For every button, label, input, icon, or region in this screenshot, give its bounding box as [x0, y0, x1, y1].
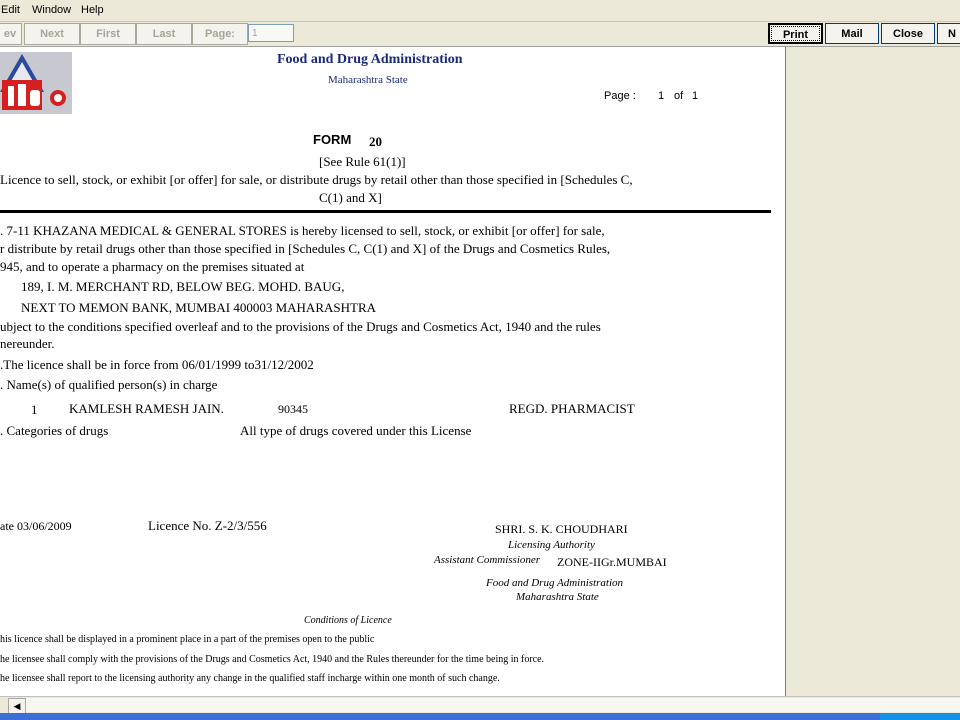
last-button[interactable]: Last [136, 23, 192, 45]
rule-reference: [See Rule 61(1)] [319, 154, 406, 169]
signatory-name: SHRI. S. K. CHOUDHARI [495, 522, 628, 536]
print-button[interactable]: Print [768, 23, 823, 44]
first-button[interactable]: First [80, 23, 136, 45]
menu-window[interactable]: Window [32, 4, 72, 16]
header-divider [0, 210, 771, 213]
form-number: 20 [369, 134, 382, 149]
page-input[interactable]: 1 [248, 24, 294, 42]
scroll-left-icon[interactable]: ◀ [8, 698, 26, 714]
taskbar [0, 713, 960, 720]
issue-date: ate 03/06/2009 [0, 519, 72, 533]
state-title: Maharashtra State [328, 74, 408, 86]
body-line-3: 945, and to operate a pharmacy on the premises situated at [0, 259, 305, 274]
org-title: Food and Drug Administration [277, 52, 463, 67]
system-tray [880, 713, 960, 720]
body-line-2: r distribute by retail drugs other than those specified in [Schedules C, C(1) and X] of the Drugs and Cosmetics Rules, [0, 241, 611, 256]
person-code: 90345 [278, 402, 308, 416]
close-button[interactable]: Close [881, 23, 935, 44]
scroll-track[interactable] [26, 698, 960, 712]
mail-button[interactable]: Mail [825, 23, 879, 44]
conditions-title: Conditions of Licence [304, 615, 392, 626]
prev-button[interactable]: ev [0, 23, 22, 45]
signatory-org: Food and Drug Administration [486, 577, 624, 589]
page-indicator-total: 1 [692, 90, 699, 102]
page-indicator-of: of [674, 90, 684, 102]
signatory-zone: ZONE-IIGr.MUMBAI [557, 555, 667, 569]
person-name: KAMLESH RAMESH JAIN. [69, 401, 224, 416]
licence-number: Licence No. Z-2/3/556 [148, 518, 267, 533]
qualified-persons-item: . Name(s) of qualified person(s) in charge [0, 377, 218, 392]
signatory-title: Licensing Authority [508, 539, 595, 551]
form-label: FORM [313, 132, 352, 147]
menu-edit[interactable]: Edit [1, 4, 20, 16]
condition-1: his licence shall be displayed in a prominent place in a part of the premises open to the public [0, 634, 375, 645]
fda-logo [0, 52, 72, 114]
categories-value: All type of drugs covered under this License [240, 423, 472, 438]
licence-document [0, 47, 785, 696]
menu-help[interactable]: Help [81, 4, 104, 16]
subtitle-line-1: Licence to sell, stock, or exhibit [or offer] for sale, or distribute drugs by retail other than those specified in [Schedules C, [0, 172, 633, 187]
categories-item: . Categories of drugs [0, 423, 109, 438]
condition-3: he licensee shall report to the licensing authority any change in the qualified staff incharge within one month of such change. [0, 673, 500, 684]
body-line-1: . 7-11 KHAZANA MEDICAL & GENERAL STORES is hereby licensed to sell, stock, or exhibit [or offer] for sale, [0, 223, 605, 238]
body-line-5: nereunder. [0, 336, 55, 351]
page-label: Page: [192, 23, 248, 45]
new-button[interactable]: N [937, 23, 960, 44]
validity-item: .The licence shall be in force from 06/01/1999 to31/12/2002 [0, 357, 314, 372]
signatory-role: Assistant Commissioner [434, 554, 541, 566]
page-indicator-number: 1 [658, 90, 665, 102]
person-serial: 1 [31, 402, 38, 417]
address-line-1: 189, I. M. MERCHANT RD, BELOW BEG. MOHD. BAUG, [21, 279, 345, 294]
menu-bar [0, 0, 960, 22]
condition-2: he licensee shall comply with the provisions of the Drugs and Cosmetics Act, 1940 and the Rules thereunder for the time being in force. [0, 654, 545, 665]
person-role: REGD. PHARMACIST [509, 401, 635, 416]
address-line-2: NEXT TO MEMON BANK, MUMBAI 400003 MAHARASHTRA [21, 300, 376, 315]
report-toolbar [0, 22, 960, 47]
subtitle-line-2: C(1) and X] [319, 190, 382, 205]
body-line-4: ubject to the conditions specified overleaf and to the provisions of the Drugs and Cosmetics Act, 1940 and the rules [0, 319, 601, 334]
horizontal-scrollbar[interactable] [0, 696, 960, 714]
signatory-state: Maharashtra State [516, 591, 599, 603]
next-button[interactable]: Next [24, 23, 80, 45]
empty-side-pane [785, 47, 960, 696]
page-indicator-label: Page : [604, 90, 636, 102]
